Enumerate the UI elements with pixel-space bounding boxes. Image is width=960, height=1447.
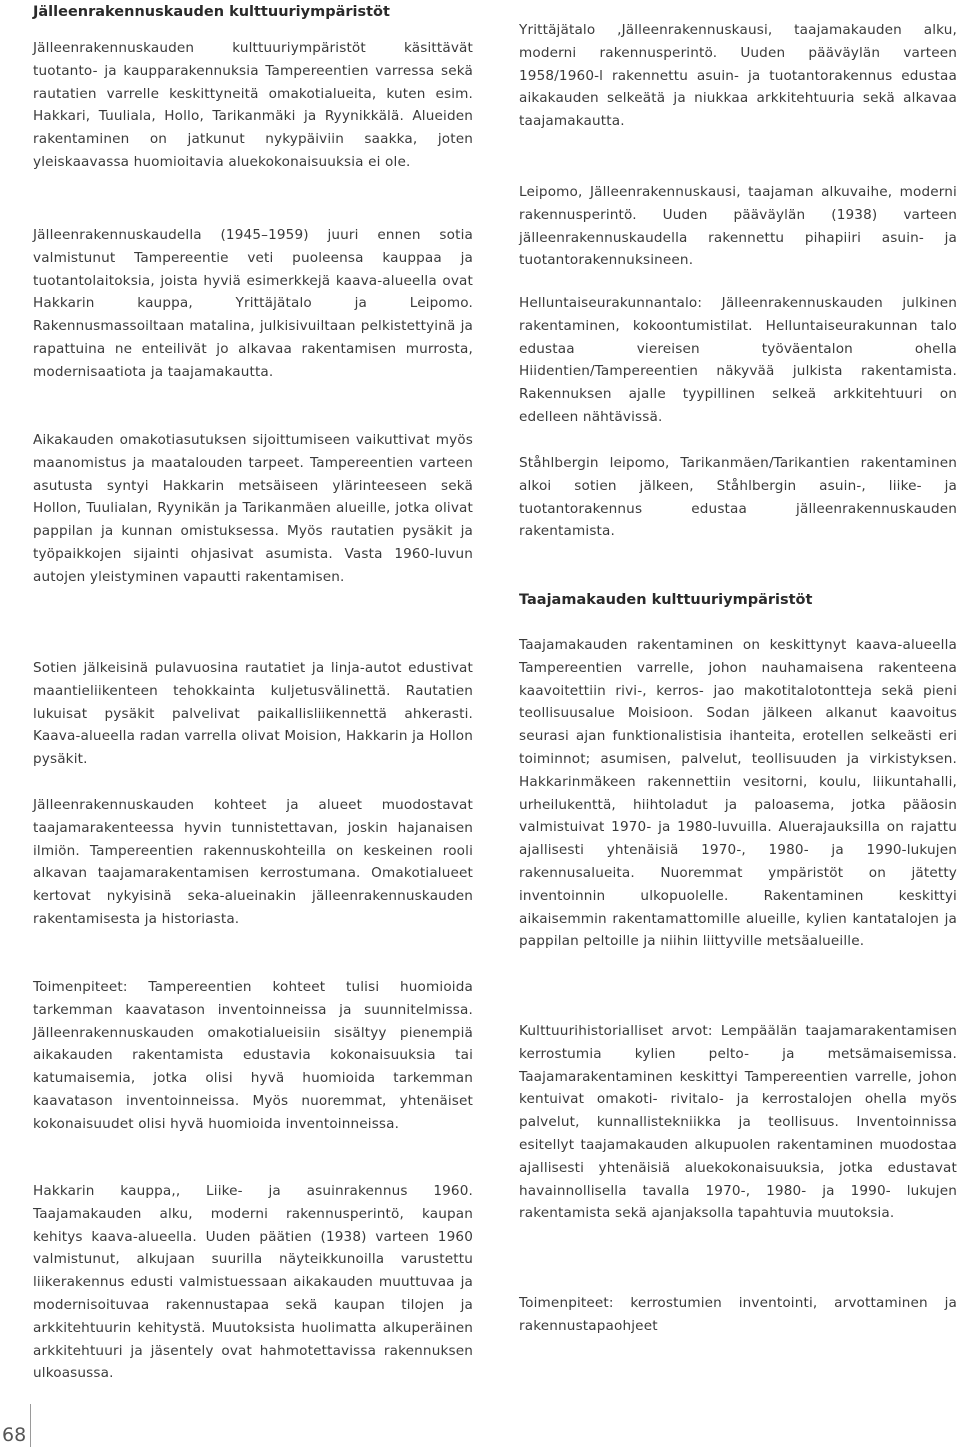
paragraph: Jälleenrakennuskaudella (1945–1959) juuri ennen sotia valmistunut Tampereentie veti puoleensa kauppaa ja tuotantolaitoksia, joista hyviä esimerkkejä kaava-alueella ovat Hakkarin kauppa, Yrittäjätalo ja Leipomo. Rakennusmassoiltaan matalina, julkisivuiltaan pelkistettyinä ja rapattuina ne enteilivät jo alkavaa rakentamisen murrosta, modernisaatiota ja taajamakautta. [33, 227, 473, 380]
section-heading-urban: Taajamakauden kulttuuriympäristöt [519, 592, 813, 608]
paragraph: Aikakauden omakotiasutuksen sijoittumiseen vaikuttivat myös maanomistus ja maatalouden tarpeet. Tampereentien varteen asutusta syntyi Hakkarin metsäiseen ylärinteeseen sekä Hollon, Tuulialan, Ryynikän ja Tarikanmäen alueille, jotka olivat pappilan ja kunnan omistuksessa. Myös rautatien pysäkit ja työpaikkojen sijainti ohjasivat asumista. Vasta 1960-luvun autojen yleistyminen vapautti rakentamisen. [33, 432, 473, 585]
section-heading-reconstruction: Jälleenrakennuskauden kulttuuriympäristöt [33, 4, 390, 20]
paragraph: Ståhlbergin leipomo, Tarikanmäen/Tarikantien rakentaminen alkoi sotien jälkeen, Ståhlbergin asuin-, liike- ja tuotantorakennus edustaa jälleenrakennuskauden rakentamista. [519, 455, 957, 540]
paragraph: Taajamakauden rakentaminen on keskittynyt kaava-alueella Tampereentien varrelle, johon nauhamaisena rakenteena kaavoitettiin rivi-, kerros- jao makotitalotontteja sekä pieni teollisuusalue Moisioon. Sodan jälkeen alkanut kaavoitus seurasi ajan funktionalistisia ihanteita, erotellen selkeästi eri toiminnot; asumisen, palvelut, teollisuuden ja virkistyksen. Hakkarinmäkeen rakennettiin vesitorni, koulu, liikuntahalli, urheilukenttä, hiihtoladut ja paloasema, jotka pääosin valmistuivat 1970- ja 1980-luvuilla. Aluerajauksilla on rajattu ajallisesti yhtenäisiä 1970-, 1980- ja 1990-lukujen rakennusalueita. Nuoremmat ympäristöt on jätetty inventoinnin ulkopuolelle. Rakentaminen keskittyi aikaisemmin rakentamattomille alueille, kylien kantatalojen ja pappilan peltoille ja niihin liittyville metsäalueille. [519, 637, 957, 950]
paragraph: Kulttuurihistorialliset arvot: Lempäälän taajamarakentamisen kerrostumia kylien pelto- ja metsämaisemissa. Taajamarakentaminen keskittyi Tampereentien varrelle, johon kentuivat omakoti- rivitalo- ja kerrostalojen ohella myös palvelut, kunnallistekniikka ja teollisuus. Inventoinnissa esitellyt taajamakauden alkupuolen rakentaminen muodostaa ajallisesti yhtenäisiä aluekokonaisuuksia, jotka edustavat havainnollisella tavalla 1970-, 1980- ja 1990- lukujen rakentamista sekä ajanjaksolla tapahtuvia muutoksia. [519, 1023, 957, 1222]
paragraph: Hakkarin kauppa,, Liike- ja asuinrakennus 1960. Taajamakauden alku, moderni rakennusperintö, kaupan kehitys kaava-alueella. Uuden päätien (1938) varteen 1960 valmistunut, alkujaan suurilla näyteikkunoilla varustettu liikerakennus edusti valmistuessaan aikakauden muuttuvaa ja modernisoituvaa rakennustapaa sekä kaupan tilojen ja arkkitehtuurin kehitystä. Muutoksista huolimatta alkuperäinen arkkitehtuuri ja jäsentely ovat hahmotettavissa rakennuksen ulkoasussa. [33, 1183, 473, 1382]
paragraph: Jälleenrakennuskauden kohteet ja alueet muodostavat taajamarakenteessa hyvin tunnistettavan, joskin hajanaisen ilmiön. Tampereentien rakennuskohteilla on keskeinen rooli alkavan taajamarakentamisen kerrostumana. Omakotialueet kertovat nykyisinä seka-alueinakin jälleenrakennuskauden rakentamisesta ja historiasta. [33, 797, 473, 927]
page-margin-rule [30, 1404, 31, 1447]
paragraph: Jälleenrakennuskauden kulttuuriympäristöt käsittävät tuotanto- ja kaupparakennuksia Tampereentien varressa sekä rautatien varrelle keskittyneitä omakotialueita, kuten esim. Hakkari, Tuuliala, Hollo, Tarikanmäki ja Ryynikkälä. Alueiden rakentaminen on jatkunut nykypäiviin saakka, joten yleiskaavassa huomioitavia aluekokonaisuuksia ei ole. [33, 40, 473, 170]
paragraph: Helluntaiseurakunnantalo: Jälleenrakennuskauden julkinen rakentaminen, kokoontumistilat. Helluntaiseurakunnan talo edustaa viereisen työväentalon ohella Hiidentien/Tampereentien näkyvää julkista rakentamista. Rakennuksen ajalle tyypillinen selkeä arkkitehtuuri on edelleen nähtävissä. [519, 295, 957, 425]
page-number: 68 [2, 1424, 27, 1446]
paragraph: Toimenpiteet: kerrostumien inventointi, arvottaminen ja rakennustapaohjeet [519, 1295, 957, 1334]
paragraph: Yrittäjätalo ,Jälleenrakennuskausi, taajamakauden alku, moderni rakennusperintö. Uuden pääväylän varteen 1958/1960-l rakennettu asuin- ja tuotantorakennus edustaa aikakauden selkeätä ja niukkaa arkkitehtuuria sekä alkavaa taajamakautta. [519, 22, 957, 130]
paragraph: Toimenpiteet: Tampereentien kohteet tulisi huomioida tarkemman kaavatason inventoinneissa ja suunnitelmissa. Jälleenrakennuskauden omakotialueisiin sisältyy pienempiä aikakauden rakentamista edustavia kokonaisuuksia tai katumaisemia, jotka olisi hyvä huomioida tarkemman kaavatason inventoinneissa. Myös nuoremmat, yhtenäiset kokonaisuudet olisi hyvä huomioida inventoinneissa. [33, 979, 473, 1132]
paragraph: Leipomo, Jälleenrakennuskausi, taajaman alkuvaihe, moderni rakennusperintö. Uuden pääväylän (1938) varteen jälleenrakennuskaudella rakennettu pihapiiri asuin- ja tuotantorakennuksineen. [519, 184, 957, 269]
paragraph: Sotien jälkeisinä pulavuosina rautatiet ja linja-autot edustivat maantieliikenteen tehokkainta kuljetusvälinettä. Rautatien lukuisat pysäkit palvelivat paikallisliikennettä ahkerasti. Kaava-alueella radan varrella olivat Moision, Hakkarin ja Hollon pysäkit. [33, 660, 473, 768]
